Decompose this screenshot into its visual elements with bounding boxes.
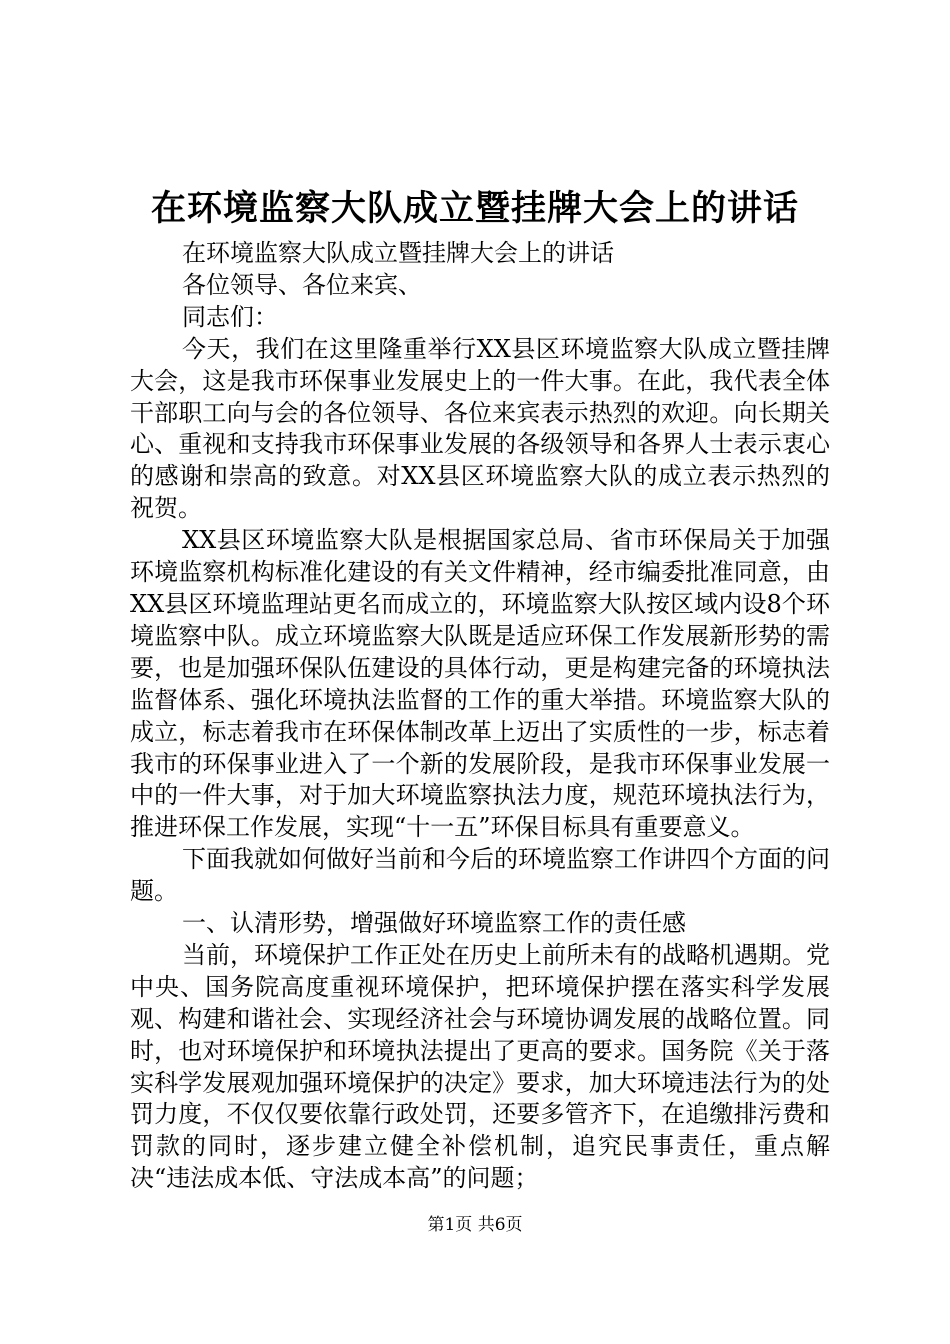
page-number: 第1页 共6页: [427, 1215, 523, 1235]
section-heading-1: 一、认清形势，增强做好环境监察工作的责任感: [182, 909, 686, 938]
paragraph-opening: 今天，我们在这里隆重举行XX县区环境监察大队成立暨挂牌大会，这是我市环保事业发展史上的一件大事。在此，我代表全体干部职工向与会的各位领导、各位来宾表示热烈的欢迎。向长期关心、重视和支持我市环保事业发展的各级领导和各界人士表示衷心的感谢和崇高的致意。对XX县区环境监察大队的成立表示热烈的祝贺。: [130, 334, 830, 523]
paragraph-background: XX县区环境监察大队是根据国家总局、省市环保局关于加强环境监察机构标准化建设的有关文件精神，经市编委批准同意，由XX县区环境监理站更名而成立的，环境监察大队按区域内设8个环境监察中队。成立环境监察大队既是适应环保工作发展新形势的需要，也是加强环保队伍建设的具体行动，更是构建完备的环境执法监督体系、强化环境执法监督的工作的重大举措。环境监察大队的成立，标志着我市在环保体制改革上迈出了实质性的一步，标志着我市的环保事业进入了一个新的发展阶段，是我市环保事业发展一中的一件大事，对于加大环境监察执法力度，规范环境执法行为，推进环保工作发展，实现“十一五”环保目标具有重要意义。: [130, 526, 830, 842]
paragraph-situation: 当前，环境保护工作正处在历史上前所未有的战略机遇期。党中央、国务院高度重视环境保护，把环境保护摆在落实科学发展观、构建和谐社会、实现经济社会与环境协调发展的战略位置。同时，也对环境保护和环境执法提出了更高的要求。国务院《关于落实科学发展观加强环境保护的决定》要求，加大环境违法行为的处罚力度，不仅仅要依靠行政处罚，还要多管齐下，在追缴排污费和罚款的同时，逐步建立健全补偿机制，追究民事责任，重点解决“违法成本低、守法成本高”的问题；: [130, 940, 830, 1193]
paragraph-salutation-comrades: 同志们：: [182, 302, 278, 331]
document-title: 在环境监察大队成立暨挂牌大会上的讲话: [150, 188, 799, 229]
paragraph-outline: 下面我就如何做好当前和今后的环境监察工作讲四个方面的问题。: [130, 845, 830, 906]
paragraph-salutation: 各位领导、各位来宾、: [182, 270, 422, 299]
paragraph-subtitle: 在环境监察大队成立暨挂牌大会上的讲话: [182, 239, 614, 267]
document-body: [130, 238, 830, 1195]
